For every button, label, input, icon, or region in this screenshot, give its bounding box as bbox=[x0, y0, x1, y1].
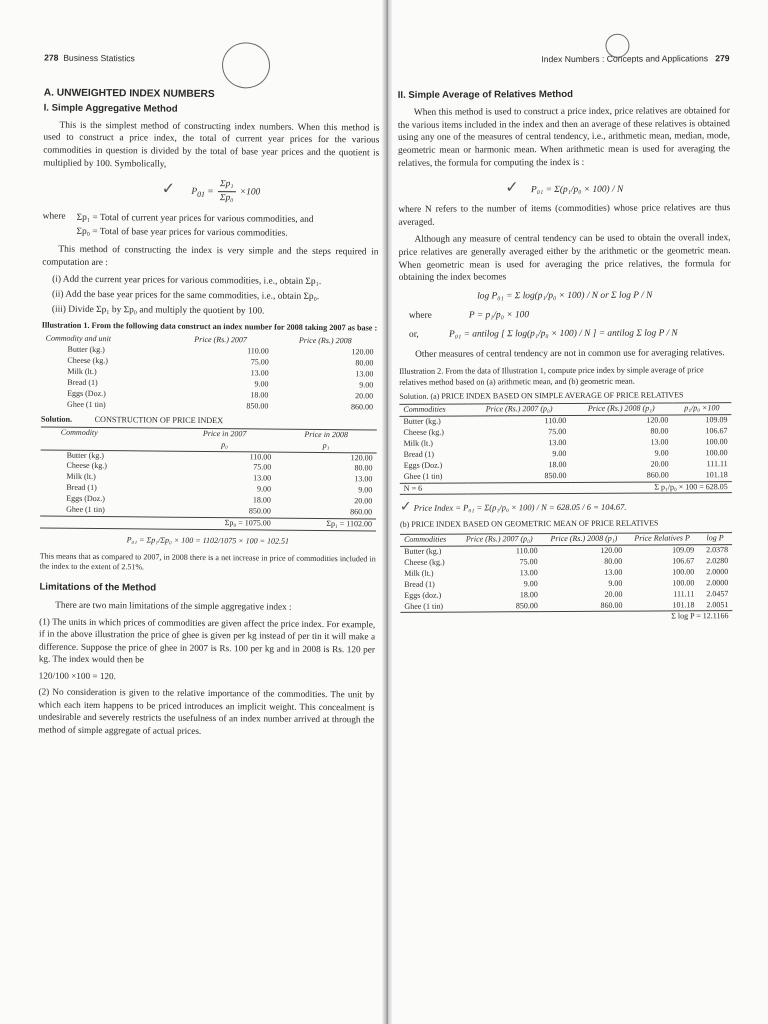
data-table-a bbox=[399, 403, 731, 496]
cell: Milk (lt.) bbox=[404, 568, 434, 578]
steps-list bbox=[42, 274, 378, 319]
handwritten-circle-doodle bbox=[605, 34, 629, 58]
left-running-head bbox=[44, 53, 380, 68]
p-formula: P = p₁/p₀ × 100 bbox=[468, 310, 530, 321]
result-text: This means that as compared to 2007, in 2008 there is a net increase in price of commodities included in the index to the extent of 2.51%. bbox=[39, 551, 376, 572]
where-n-text: where N refers to the number of items (commodities) whose price relatives are thus averaged. bbox=[398, 203, 731, 229]
cell: 9.00 bbox=[358, 485, 373, 495]
cell: Cheese (kg.) bbox=[66, 461, 108, 471]
cell: 20.00 bbox=[650, 459, 669, 469]
data-table-b bbox=[400, 532, 732, 624]
left-running-title: Business Statistics bbox=[63, 52, 135, 64]
cell: 18.00 bbox=[252, 495, 271, 505]
subheading-simple-aggregative: I. Simple Aggregative Method bbox=[43, 102, 178, 115]
check-mark-icon: ✓ bbox=[399, 499, 412, 516]
tb-header-3: Price Relatives P bbox=[634, 533, 690, 543]
cell: 9.00 bbox=[254, 379, 269, 389]
cell: Bread (1) bbox=[66, 482, 97, 493]
solution-b-title: (b) PRICE INDEX BASED ON GEOMETRIC MEAN OF PRICE RELATIVES bbox=[399, 518, 659, 530]
gm-formula: log P₀₁ = Σ log(p₁/p₀ × 100) / N or Σ log P / N bbox=[477, 290, 653, 302]
t2-sum-p0: Σp₀ = 1075.00 bbox=[224, 517, 271, 528]
tb-header-2: Price (Rs.) 2008 (p₁) bbox=[550, 534, 618, 544]
tb-header-1: Price (Rs.) 2007 (p₀) bbox=[465, 534, 533, 544]
cell: Eggs (Doz.) bbox=[403, 460, 443, 470]
cell: 850.00 bbox=[515, 600, 538, 610]
cell: 18.00 bbox=[250, 390, 269, 400]
cell: 13.00 bbox=[650, 437, 669, 447]
cell: 2.0378 bbox=[706, 545, 729, 555]
cell: 20.00 bbox=[355, 391, 374, 401]
steps-intro: This method of constructing the index is very simple and the steps required in computation are : bbox=[42, 245, 379, 269]
t2-sub-p1: p₁ bbox=[322, 440, 330, 450]
left-page bbox=[36, 39, 380, 1016]
cell: 80.00 bbox=[354, 463, 373, 473]
tb-header-0: Commodities bbox=[404, 534, 447, 545]
cell: 120.00 bbox=[646, 415, 669, 425]
cell: 860.00 bbox=[350, 507, 373, 517]
cell: 2.0000 bbox=[706, 577, 729, 588]
t2-sub-p0: p₀ bbox=[221, 439, 228, 449]
cell: 111.11 bbox=[673, 589, 695, 599]
ta-header-1: Price (Rs.) 2007 (p₀) bbox=[485, 404, 553, 414]
where-label-right: where bbox=[408, 310, 432, 321]
ta-header-0: Commodities bbox=[403, 405, 446, 415]
t1-header-2008: Price (Rs.) 2008 bbox=[298, 336, 352, 346]
cell: 9.00 bbox=[523, 578, 538, 589]
cell: Eggs (Doz.) bbox=[66, 493, 105, 504]
p-definition bbox=[399, 308, 731, 323]
formula-denominator: Σp₀ bbox=[219, 193, 234, 204]
t2-sum-p1: Σp₁ = 1102.00 bbox=[326, 518, 373, 529]
cell: 20.00 bbox=[354, 496, 373, 506]
t1-header-commodity: Commodity and unit bbox=[45, 334, 112, 344]
cell: 860.00 bbox=[646, 470, 669, 480]
cell: 2.0000 bbox=[706, 567, 729, 577]
t2-header-2008: Price in 2008 bbox=[304, 429, 348, 439]
cell: 120.00 bbox=[350, 452, 373, 462]
limitation-1-formula: 120/100 ×100 = 120. bbox=[38, 670, 116, 682]
cell: 13.00 bbox=[604, 567, 623, 577]
cell: 2.0457 bbox=[706, 588, 729, 598]
cell: 100.00 bbox=[705, 437, 728, 447]
where-definitions bbox=[42, 209, 378, 242]
cell: 100.00 bbox=[672, 567, 695, 577]
cell: 120.00 bbox=[351, 347, 374, 357]
cell: Cheese (kg.) bbox=[404, 557, 445, 567]
data-table-2 bbox=[40, 426, 377, 531]
solution-line bbox=[41, 413, 377, 427]
step-3: (iii) Divide Σp₁ by Σp₀ and multiply the quotient by 100. bbox=[51, 304, 265, 317]
cell: 18.00 bbox=[519, 589, 538, 599]
where-label: where bbox=[42, 211, 66, 222]
cell: 9.00 bbox=[257, 484, 272, 494]
formula-lhs-sub: 01 bbox=[197, 189, 205, 199]
solution-label: Solution. bbox=[40, 414, 73, 424]
subheading-simple-average: II. Simple Average of Relatives Method bbox=[397, 88, 573, 101]
t1-header-2007: Price (Rs.) 2007 bbox=[194, 335, 247, 345]
step-1: (i) Add the current year prices for various commodities, i.e., obtain Σp₁. bbox=[52, 274, 322, 287]
where-item-1: Σp₁ = Total of current year prices for various commodities, and bbox=[76, 212, 314, 225]
cell: Bread (1) bbox=[404, 579, 435, 589]
cell: 110.00 bbox=[515, 546, 538, 556]
limitations-intro: There are two main limitations of the simple aggregative index : bbox=[55, 599, 292, 613]
formula-fraction bbox=[218, 178, 236, 205]
cell: Eggs (Doz.) bbox=[67, 388, 106, 398]
cell: Butter (kg.) bbox=[67, 345, 105, 355]
cell: 75.00 bbox=[548, 427, 567, 437]
illustration-1: Illustration 1. From the following data construct an index number for 2008 taking 2007 as base : bbox=[41, 320, 378, 333]
solution-a-title: Solution. (a) PRICE INDEX BASED ON SIMPLE AVERAGE OF PRICE RELATIVES bbox=[399, 389, 684, 401]
aggregative-formula: ✓ $P_{01}$ = $\frac{\text{Σp₁}}{\text{Σp₀}}$ ×100 bbox=[161, 178, 261, 204]
cell: 13.00 bbox=[253, 473, 272, 483]
illustration-2: Illustration 2. From the data of Illustration 1, compute price index by simple average of price relatives method based on (a) arithmetic mean, and (b) geometric mean. bbox=[399, 365, 704, 388]
limitations-heading: Limitations of the Method bbox=[39, 581, 157, 594]
cell: 13.00 bbox=[519, 568, 538, 578]
cell: 80.00 bbox=[604, 556, 623, 566]
cell: 20.00 bbox=[604, 589, 623, 599]
formula-multiplier: ×100 bbox=[239, 186, 261, 198]
antilog-formula: P₀₁ = antilog [ Σ log(p₁/p₀ × 100) / N ] = antilog Σ log P / N bbox=[448, 328, 678, 340]
right-intro: When this method is used to construct a price index, price relatives are obtained for the various items included in the index and then an average of these relatives is obtained using any one of the measures of central tendency, i.e., arithmetic mean, median, mode, geometric mean or harmonic mean. When arithmetic mean is used for averaging the relatives, the formula for computing the index is : bbox=[397, 105, 731, 169]
cell: 75.00 bbox=[519, 557, 538, 567]
cell: 75.00 bbox=[250, 357, 269, 367]
cell: Ghee (1 tin) bbox=[404, 601, 444, 611]
formula-numerator: Σp₁ bbox=[218, 178, 236, 192]
cell: 100.00 bbox=[672, 578, 695, 588]
cell: 860.00 bbox=[351, 401, 374, 412]
cell: 13.00 bbox=[355, 369, 374, 379]
am-formula bbox=[398, 175, 730, 198]
tb-header-4: log P bbox=[706, 533, 724, 543]
other-measures-text: Other measures of central tendency are not in common use for averaging relatives. bbox=[415, 348, 725, 361]
antilog-line bbox=[399, 327, 731, 342]
result-formula: P₀₁ = Σp₁/Σp₀ × 100 = 1102/1075 × 100 = 102.51 bbox=[126, 534, 290, 546]
cell: 110.00 bbox=[247, 346, 269, 356]
limitation-2: (2) No consideration is given to the relative importance of the commodities. The unit by which each item happens to be priced introduces an implicit weight. This concealment is undesirable and severely restricts the usefulness of an index number arrived at through the method of simple aggregate of actual prices. bbox=[38, 686, 375, 736]
cell: 80.00 bbox=[355, 358, 374, 368]
cell: 13.00 bbox=[548, 438, 567, 448]
cell: Milk (lt.) bbox=[66, 472, 96, 482]
cell: 9.00 bbox=[552, 448, 567, 458]
ta-header-3: p₁/p₀ ×100 bbox=[684, 403, 720, 413]
right-running-title: Index Numbers : Concepts and Applications bbox=[541, 53, 709, 65]
formula-lhs: P bbox=[191, 186, 198, 197]
cell: 9.00 bbox=[608, 578, 623, 588]
cell: 100.00 bbox=[705, 448, 728, 458]
cell: Bread (1) bbox=[403, 449, 435, 459]
cell: Cheese (kg.) bbox=[67, 356, 108, 366]
ta-sum: Σ p₁/p₀ × 100 = 628.05 bbox=[654, 481, 728, 492]
cell: 13.00 bbox=[250, 368, 269, 378]
cell: Butter (kg.) bbox=[404, 546, 442, 557]
handwritten-circle-doodle bbox=[222, 42, 270, 88]
cell: 120.00 bbox=[600, 545, 623, 555]
ta-header-2: Price (Rs.) 2008 (p₁) bbox=[587, 403, 655, 414]
data-table-1 bbox=[41, 334, 378, 413]
table-row bbox=[41, 399, 377, 413]
t2-header-commodity: Commodity bbox=[60, 427, 98, 437]
cell: 860.00 bbox=[600, 600, 623, 610]
cell: 111.11 bbox=[706, 458, 728, 469]
cell: Ghee (1 tin) bbox=[403, 471, 443, 481]
gm-text: Although any measure of central tendency can be used to obtain the overall index, price relatives are generally averaged either by the arithmetic or the geometric mean. When geometric mean is used for averaging the price relatives, the formula for obtaining the index becomes bbox=[398, 233, 731, 284]
cell: Eggs (doz.) bbox=[404, 590, 442, 600]
intro-paragraph: This is the simplest method of constructing index numbers. When this method is used to construct a price index, the total of current year prices for the various commodities in question is divided by the total of base year prices and the quotient is multiplied by 100. Symbolically, bbox=[43, 120, 380, 170]
check-mark-icon: ✓ bbox=[505, 176, 519, 196]
cell: 13.00 bbox=[354, 474, 373, 484]
cell: 109.09 bbox=[705, 415, 728, 425]
cell: 106.67 bbox=[705, 426, 728, 436]
price-index-a-text: Price Index = P₀₁ = Σ(p₁/p₀ × 100) / N = 628.05 / 6 = 104.67. bbox=[413, 502, 627, 514]
cell: 110.00 bbox=[544, 416, 567, 426]
cell: 9.00 bbox=[654, 448, 669, 458]
right-page bbox=[397, 39, 734, 1015]
cell: 850.00 bbox=[544, 470, 567, 480]
solution-title: CONSTRUCTION OF PRICE INDEX bbox=[94, 414, 224, 425]
cell: Cheese (kg.) bbox=[403, 427, 444, 437]
cell: Ghee (1 tin) bbox=[66, 504, 105, 514]
ta-n: N = 6 bbox=[403, 483, 423, 493]
t2-header-2007: Price in 2007 bbox=[202, 428, 247, 439]
cell: 850.00 bbox=[246, 401, 269, 411]
cell: Milk (lt.) bbox=[403, 438, 433, 448]
cell: 75.00 bbox=[253, 462, 272, 472]
cell: 109.09 bbox=[672, 545, 695, 555]
cell: Ghee (1 tin) bbox=[67, 399, 106, 409]
section-heading: A. UNWEIGHTED INDEX NUMBERS bbox=[43, 87, 215, 100]
where-item-2: Σp₀ = Total of base year prices for various commodities. bbox=[76, 226, 288, 239]
tb-sum: Σ log P = 12.1166 bbox=[671, 611, 729, 621]
cell: 106.67 bbox=[672, 556, 695, 566]
left-page-number: 278 bbox=[44, 52, 59, 63]
limitation-1: (1) The units in which prices of commodities are given affect the price index. For example, if in the above illustration the price of ghee is given per kg instead of per tin it will make a difference. Suppose the price of ghee in 2007 is Rs. 100 per kg and in 2008 is Rs. 120 per kg. The index would then be bbox=[38, 616, 376, 665]
step-2: (ii) Add the base year prices for the same commodities, i.e., obtain Σp₀. bbox=[51, 289, 320, 302]
cell: 2.0051 bbox=[706, 599, 729, 609]
cell: 80.00 bbox=[650, 426, 669, 436]
right-running-head bbox=[398, 53, 730, 66]
cell: 101.18 bbox=[705, 469, 728, 479]
cell: 9.00 bbox=[359, 380, 374, 390]
cell: Bread (1) bbox=[67, 377, 98, 388]
cell: Milk (lt.) bbox=[67, 366, 97, 377]
cell: 101.18 bbox=[672, 599, 695, 609]
cell: Butter (kg.) bbox=[66, 450, 104, 460]
price-index-a bbox=[400, 497, 732, 518]
check-mark-icon: ✓ bbox=[161, 178, 176, 198]
cell: Butter (kg.) bbox=[403, 416, 441, 427]
cell: 2.0280 bbox=[706, 556, 729, 566]
am-formula-text: P₀₁ = Σ(p₁/p₀ × 100) / N bbox=[530, 184, 624, 195]
or-label: or, bbox=[408, 329, 419, 340]
cell: 18.00 bbox=[548, 459, 567, 469]
right-page-number: 279 bbox=[715, 53, 730, 64]
cell: 110.00 bbox=[249, 451, 272, 462]
book-gutter bbox=[382, 0, 392, 1024]
cell: 850.00 bbox=[248, 506, 271, 516]
